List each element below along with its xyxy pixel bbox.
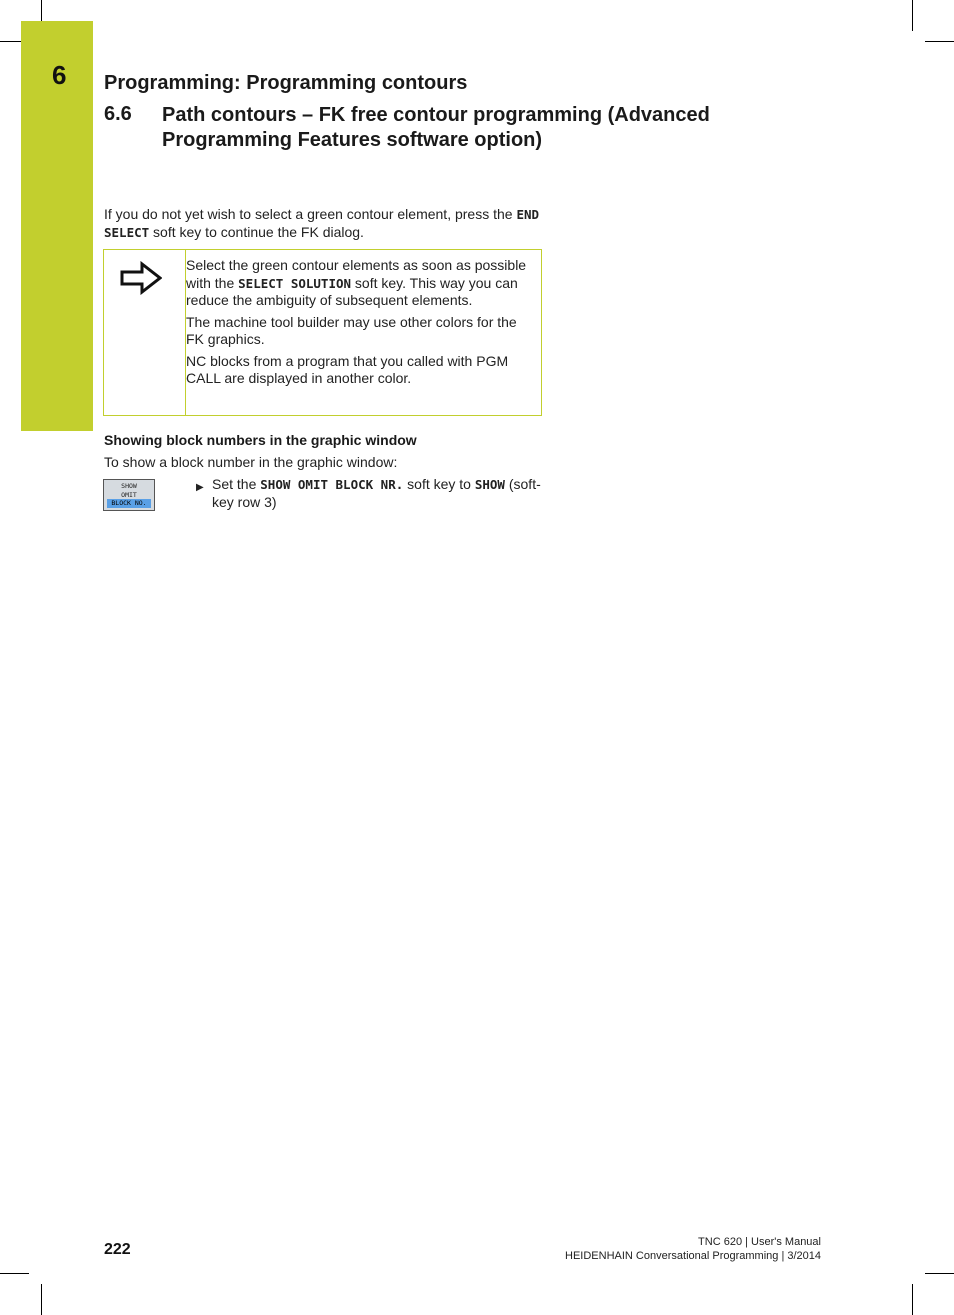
chapter-number: 6 [52,60,67,90]
step-item: ▶ Set the SHOW OMIT BLOCK NR. soft key to SHOW (soft-key row 3) [196,476,541,510]
page-number: 222 [104,1241,131,1258]
show-key: SHOW [474,477,505,492]
arrow-right-icon [120,261,162,300]
crop-mark [912,1284,913,1315]
end-select-key: END SELECT [104,207,540,240]
footer-line-2: HEIDENHAIN Conversational Programming | 3/2014 [565,1250,821,1262]
show-omit-block-no-softkey: SHOW OMIT BLOCK NO. [103,479,155,511]
bullet-triangle-icon: ▶ [196,482,204,493]
block-numbers-intro: To show a block number in the graphic window: [104,454,398,470]
section-title-line1: Path contours – FK free contour programming (Advanced [162,104,710,126]
footer-text [565,1235,821,1263]
chapter-title: Programming: Programming contours [104,72,468,94]
section-title-line2: Programming Features software option) [162,129,543,151]
crop-mark [925,41,954,42]
note-text [186,257,536,392]
show-omit-block-nr-key: SHOW OMIT BLOCK NR. [260,477,404,492]
intro-paragraph: If you do not yet wish to select a green contour element, press the END SELECT soft key to continue the FK dialog. [104,206,540,240]
block-numbers-heading: Showing block numbers in the graphic window [104,432,417,448]
crop-mark [0,1273,29,1274]
select-solution-key: SELECT SOLUTION [238,275,352,291]
crop-mark [912,0,913,31]
section-number: 6.6 [104,103,132,125]
note-paragraph-1: Select the green contour elements as soon as possible with the SELECT SOLUTION soft key. This way you can reduce the ambiguity of subsequent elements. [186,257,527,308]
crop-mark [925,1273,954,1274]
note-paragraph-2: The machine tool builder may use other colors for the FK graphics. [186,313,517,347]
crop-mark [41,0,42,21]
footer-line-1: TNC 620 | User's Manual [698,1236,821,1248]
crop-mark [0,41,21,42]
section-title [162,103,762,153]
note-paragraph-3: NC blocks from a program that you called with PGM CALL are displayed in another color. [186,352,509,386]
crop-mark [41,1284,42,1315]
